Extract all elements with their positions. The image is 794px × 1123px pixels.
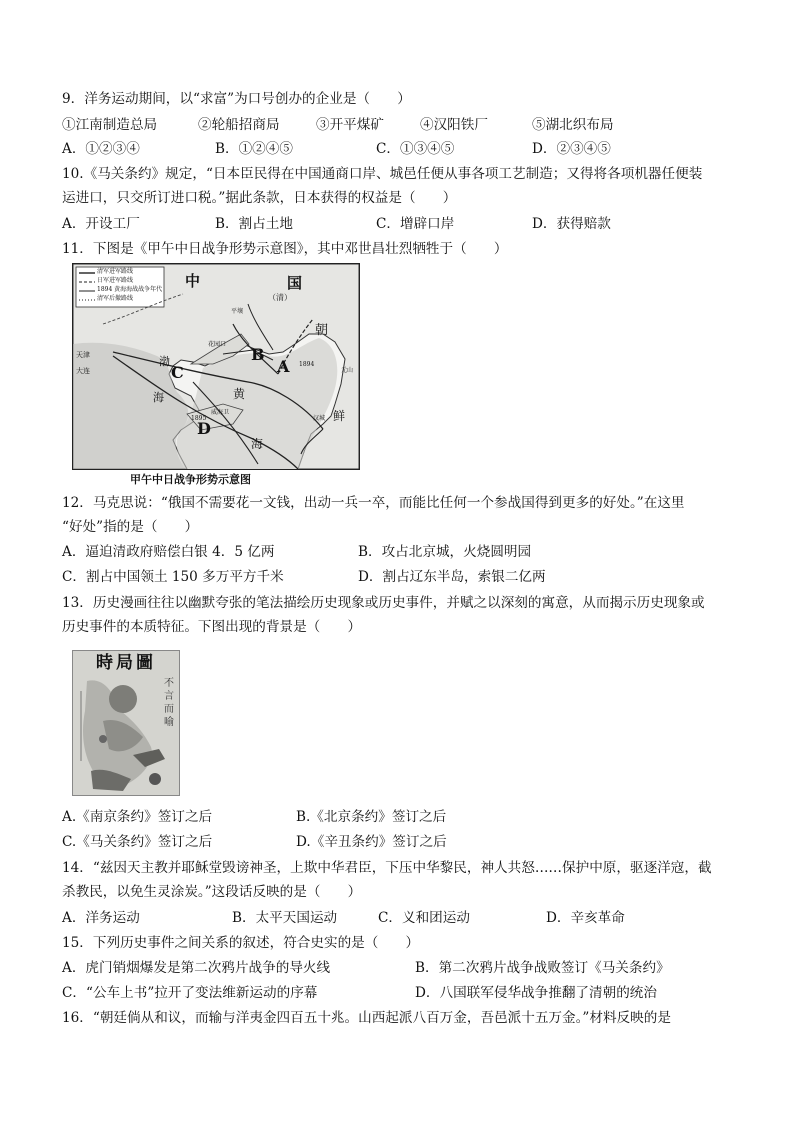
- q12-option-d: D．割占辽东半岛，索银二亿两: [358, 569, 546, 585]
- q12-stem-line2: “好处”指的是（ ）: [62, 519, 199, 535]
- map-label-yuanshan: 元山: [341, 367, 354, 374]
- q10-stem-line1: 10.《马关条约》规定，“日本臣民得在中国通商口岸、城邑任便从事各项工艺制造；又得将各项机器任便装: [62, 166, 703, 182]
- map-label-bohai-hai: 海: [153, 391, 164, 404]
- q15-option-d: D．八国联军侵华战争推翻了清朝的统治: [415, 985, 657, 1001]
- legend-battle-year: 1894 黄海海战战争年代: [97, 286, 163, 293]
- svg-text:C: C: [171, 363, 184, 382]
- map-label-1895: 1895: [191, 415, 207, 422]
- q13-stem-line1: 13．历史漫画往往以幽默夸张的笔法描绘历史现象或历史事件，并赋之以深刻的寓意，从而揭示历史现象或: [62, 595, 705, 611]
- war-situation-map: [72, 263, 360, 470]
- q14-option-c: C．义和团运动: [378, 910, 470, 926]
- q11-stem: 11．下图是《甲午中日战争形势示意图》，其中邓世昌壮烈牺牲于（ ）: [62, 241, 508, 257]
- q10-option-a: A．开设工厂: [62, 216, 140, 232]
- legend-qing-retreat: 清军后撤路线: [97, 295, 134, 302]
- q14-stem-line1: 14．“兹因天主教并耶稣堂毁谤神圣，上欺中华君臣，下压中华黎民，神人共怒……保护中原，驱逐洋寇，截: [62, 860, 712, 876]
- q15-stem: 15．下列历史事件之间关系的叙述，符合史实的是（ ）: [62, 935, 420, 951]
- map-label-tianjin: 天津: [76, 351, 90, 359]
- q9-item-2: ②轮船招商局: [198, 117, 280, 133]
- map-label-dalian: 大连: [76, 367, 90, 375]
- q14-stem-line2: 杀教民，以免生灵涂炭。”这段话反映的是（ ）: [62, 884, 362, 900]
- q12-stem-line1: 12．马克思说：“俄国不需要花一文钱，出动一兵一卒，而能比任何一个参战国得到更多的好处。”在这里: [62, 495, 685, 511]
- q9-option-c: C．①③④⑤: [376, 141, 455, 157]
- legend-japan-advance: 日军进军路线: [97, 277, 134, 284]
- q15-option-a: A．虎门销烟爆发是第二次鸦片战争的导火线: [62, 960, 331, 976]
- map-label-huang-hai: 海: [251, 437, 264, 451]
- q10-option-b: B．割占土地: [215, 216, 293, 232]
- q12-option-b: B．攻占北京城，火烧圆明园: [358, 544, 532, 560]
- q10-option-d: D．获得赔款: [532, 216, 611, 232]
- q12-option-a: A．逼迫清政府赔偿白银 4．5 亿两: [62, 544, 275, 560]
- map-label-zhong: 中: [185, 272, 201, 290]
- q14-option-d: D．辛亥革命: [546, 910, 625, 926]
- q9-option-b: B．①②④⑤: [215, 141, 293, 157]
- map-label-chao: 朝: [315, 323, 329, 338]
- cartoon-title: 時局圖: [96, 653, 156, 673]
- legend-qing-advance: 清军进军路线: [97, 268, 134, 275]
- cartoon-side-text: 不言而喻: [164, 678, 174, 728]
- map-label-bo: 渤: [159, 355, 170, 368]
- map-label-guo: 国: [287, 274, 303, 292]
- q9-item-4: ④汉阳铁厂: [420, 117, 488, 133]
- q14-option-b: B．太平天国运动: [232, 910, 338, 926]
- q10-option-c: C．增辟口岸: [376, 216, 455, 232]
- q9-item-1: ①江南制造总局: [62, 117, 158, 133]
- map-label-qing: （清）: [268, 293, 292, 302]
- svg-text:D: D: [197, 419, 211, 438]
- map-label-pyongyang: 平壤: [231, 308, 244, 315]
- map-label-hanseong: 汉城: [313, 415, 326, 422]
- q9-item-5: ⑤湖北织布局: [532, 117, 614, 133]
- svg-text:A: A: [277, 357, 290, 376]
- q13-option-b: B.《北京条约》签订之后: [296, 809, 447, 825]
- map-caption: 甲午中日战争形势示意图: [130, 473, 251, 486]
- q13-option-a: A.《南京条约》签订之后: [62, 809, 213, 825]
- map-label-1894: 1894: [299, 361, 315, 368]
- q9-option-d: D．②③④⑤: [532, 141, 611, 157]
- q10-stem-line2: 运进口，只交所订进口税。”据此条款，日本获得的权益是（ ）: [62, 190, 457, 206]
- q9-option-a: A．①②③④: [62, 141, 140, 157]
- q16-stem-line1: 16．“朝廷倘从和议，而输与洋夷金四百五十兆。山西起派八百万金，吾邑派十五万金。”材料反映的是: [62, 1010, 671, 1026]
- q15-option-b: B．第二次鸦片战争战败签订《马关条约》: [415, 960, 670, 976]
- q9-item-3: ③开平煤矿: [316, 117, 384, 133]
- q9-stem: 9．洋务运动期间，以“求富”为口号创办的企业是（ ）: [62, 91, 411, 107]
- q13-stem-line2: 历史事件的本质特征。下图出现的背景是（ ）: [62, 619, 362, 635]
- q14-option-a: A．洋务运动: [62, 910, 140, 926]
- map-label-huayuankou: 花园口: [208, 341, 227, 348]
- shiju-tu-cartoon: [72, 650, 180, 796]
- q13-option-c: C.《马关条约》签订之后: [62, 834, 213, 850]
- q15-option-c: C．“公车上书”拉开了变法维新运动的序幕: [62, 985, 318, 1001]
- q12-option-c: C．割占中国领土 150 多万平方千米: [62, 569, 284, 585]
- map-label-xian: 鲜: [333, 409, 346, 423]
- map-label-huang: 黄: [233, 387, 246, 401]
- q13-option-d: D.《辛丑条约》签订之后: [296, 834, 447, 850]
- svg-text:B: B: [251, 345, 265, 364]
- map-label-weihaiwei: 威海卫: [211, 409, 230, 416]
